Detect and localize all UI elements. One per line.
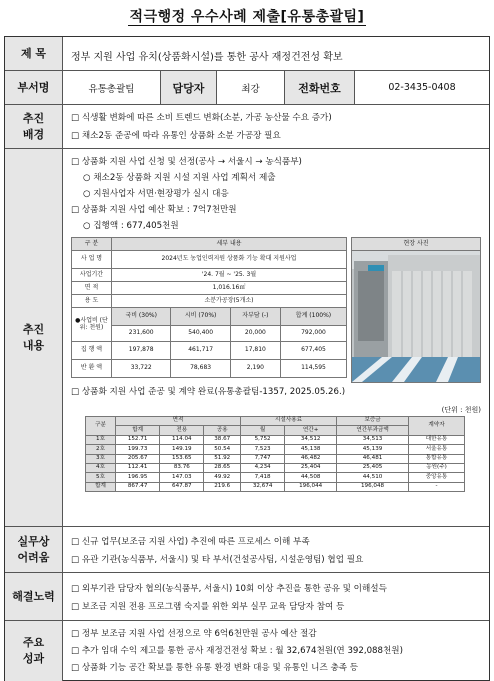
background-item: □ 식생활 변화에 따른 소비 트렌드 변화(소분, 가공 농산물 수요 증가)	[71, 113, 332, 123]
table-cell: 반 환 액	[72, 360, 112, 378]
dept-row	[5, 71, 489, 105]
background-item: □ 채소2동 준공에 따라 유통인 상품화 소분 가공장 필요	[71, 131, 281, 141]
completion-line: □ 상품화 지원 사업 준공 및 계약 완료(유통총괄팀-1357, 2025.05.26.)	[71, 387, 346, 397]
results-item: □ 추가 임대 수익 제고를 통한 공사 재정건전성 확보 : 월 32,674천원(연 392,088천원)	[71, 646, 403, 656]
background-label: 추진 배경	[22, 111, 45, 141]
table-row	[86, 473, 465, 482]
content-line: ○ 지원사업자 서면·현장평가 실시 대응	[83, 189, 229, 199]
table-cell: 3호	[86, 454, 116, 463]
site-photo	[351, 237, 481, 383]
table-cell: 서울유통	[409, 445, 465, 454]
table-cell: 49.92	[204, 473, 241, 482]
page-title: 적극행정 우수사례 제출[유통총괄팀]	[129, 9, 365, 25]
table-cell: 34,512	[285, 435, 337, 444]
table-cell: 합계	[86, 482, 116, 491]
table-header: 시설사용료	[241, 417, 337, 426]
table-cell: 통합유통	[409, 454, 465, 463]
dept-value: 유통총괄팀	[63, 71, 161, 104]
dept-label: 부서명	[5, 71, 63, 104]
table-cell: 4호	[86, 463, 116, 472]
results-label: 주요 성과	[22, 636, 45, 665]
table-cell: 17,810	[230, 342, 280, 360]
table-cell: 50.54	[204, 445, 241, 454]
table-cell: 197,878	[112, 342, 171, 360]
table-cell: 147.03	[160, 473, 204, 482]
table-cell: 2,190	[230, 360, 280, 378]
table-cell: 112.41	[116, 463, 160, 472]
difficulty-item: □ 신규 업무(보조금 지원 사업) 추진에 따른 프로세스 이해 부족	[71, 537, 310, 547]
table-row	[86, 482, 465, 491]
table-subheader: 전용	[160, 426, 204, 435]
content-label: 추진 내용	[22, 322, 45, 352]
table-cell: 25,405	[337, 463, 409, 472]
table-header: 세부 내용	[112, 238, 347, 251]
difficulty-row	[5, 527, 489, 573]
table-row	[86, 463, 465, 472]
table-cell: 32,674	[241, 482, 285, 491]
table-cell: 4,234	[241, 463, 285, 472]
project-table	[71, 237, 347, 378]
table-header: 보증금	[337, 417, 409, 426]
table-cell: 국비 (30%)	[112, 308, 171, 326]
table-cell: 677,405	[280, 342, 346, 360]
table-cell: 152.71	[116, 435, 160, 444]
table-cell: 196,048	[337, 482, 409, 491]
table-cell: 자부담 (-)	[230, 308, 280, 326]
background-row	[5, 105, 489, 149]
building-photo-image	[352, 251, 480, 382]
subject-label: 제 목	[5, 37, 63, 70]
results-item: □ 상품화 기능 공간 확보를 통한 유통 환경 변화 대응 및 유통인 니즈 충족 등	[71, 663, 359, 673]
table-cell: 540,400	[171, 326, 230, 342]
table-cell: 2024년도 농업인력지원 상품화 기능 확대 지원사업	[112, 251, 347, 269]
table-cell: 45,139	[337, 445, 409, 454]
table-cell: 78,683	[171, 360, 230, 378]
table-cell: 114,595	[280, 360, 346, 378]
table-cell: 사업기간	[72, 269, 112, 282]
content-line: □ 상품화 지원 사업 예산 확보 : 7억7천만원	[71, 205, 237, 215]
phone-value: 02-3435-0408	[388, 82, 456, 93]
table-cell: 5,752	[241, 435, 285, 444]
table-cell: 38.67	[204, 435, 241, 444]
table-cell: -	[409, 482, 465, 491]
table-cell: 34,513	[337, 435, 409, 444]
table-cell: 44,510	[337, 473, 409, 482]
table-cell: 196.95	[116, 473, 160, 482]
table-cell: 집 행 액	[72, 342, 112, 360]
phone-label: 전화번호	[285, 71, 355, 104]
table-cell: 153.65	[160, 454, 204, 463]
subject-text: 정부 지원 사업 유치(상품화시설)를 통한 공사 재정건전성 확보	[71, 52, 343, 63]
photo-header: 현장 사진	[352, 238, 480, 251]
table-row	[86, 435, 465, 444]
manager-label: 담당자	[161, 71, 217, 104]
table-cell: 44,508	[285, 473, 337, 482]
table-row	[86, 445, 465, 454]
table-cell: 소분가공장(5개소)	[112, 295, 347, 308]
table-cell: 중앙유통	[409, 473, 465, 482]
subject-row	[5, 37, 489, 71]
table-subheader: 합계	[116, 426, 160, 435]
contract-table	[85, 416, 465, 492]
table-subheader: 공용	[204, 426, 241, 435]
table-cell: 461,717	[171, 342, 230, 360]
table-cell: 1호	[86, 435, 116, 444]
table-header: 구 분	[72, 238, 112, 251]
table-cell: ●사업비 (단위: 천원)	[72, 308, 112, 342]
table-cell: 5호	[86, 473, 116, 482]
table-cell: 149.19	[160, 445, 204, 454]
difficulty-item: □ 유관 기관(농식품부, 서울시) 및 타 부서(건설공사팀, 시설운영팀) 협업 필요	[71, 555, 364, 565]
table-cell: 867.47	[116, 482, 160, 491]
report-form	[4, 36, 490, 681]
difficulty-label: 실무상 어려움	[17, 534, 50, 564]
table-cell: 792,000	[280, 326, 346, 342]
table-cell: 205.67	[116, 454, 160, 463]
unit-note: (단위 : 천원)	[441, 406, 481, 414]
table-header: 계약자	[409, 417, 465, 436]
table-cell: 219.6	[204, 482, 241, 491]
table-cell: 합계 (100%)	[280, 308, 346, 326]
table-cell: 25,404	[285, 463, 337, 472]
table-cell: 사 업 명	[72, 251, 112, 269]
efforts-item: □ 보조금 지원 전용 프로그램 숙지를 위한 외부 실무 교육 담당자 참여 등	[71, 602, 345, 612]
table-cell: 28.65	[204, 463, 241, 472]
table-cell: 33,722	[112, 360, 171, 378]
content-row	[5, 149, 489, 527]
efforts-label: 해결노력	[5, 573, 63, 620]
table-cell: 7,523	[241, 445, 285, 454]
table-cell: 196,044	[285, 482, 337, 491]
table-cell: 20,000	[230, 326, 280, 342]
table-cell: 면 적	[72, 282, 112, 295]
table-cell: 7,418	[241, 473, 285, 482]
table-cell: 51.92	[204, 454, 241, 463]
table-header: 구분	[86, 417, 116, 436]
table-cell: 1,016.16㎡	[112, 282, 347, 295]
table-subheader: 월	[241, 426, 285, 435]
content-line: ○ 집행액 : 677,405천원	[83, 221, 179, 231]
content-line: ○ 채소2동 상품화 지원 시설 지원 사업 계획서 제출	[83, 173, 276, 183]
table-cell: 231,600	[112, 326, 171, 342]
efforts-item: □ 외부기관 담당자 협의(농식품부, 서울시) 10회 이상 추진을 통한 공유 및 이해설득	[71, 584, 387, 594]
efforts-row	[5, 573, 489, 621]
results-row	[5, 621, 489, 681]
results-item: □ 정부 보조금 지원 사업 선정으로 약 6억6천만원 공사 예산 절감	[71, 629, 317, 639]
table-cell: 대한유통	[409, 435, 465, 444]
table-cell: 83.76	[160, 463, 204, 472]
table-subheader: 연간부과금액	[337, 426, 409, 435]
table-header: 면적	[116, 417, 241, 426]
table-cell: 647.87	[160, 482, 204, 491]
table-cell: 46,481	[337, 454, 409, 463]
table-cell: 7,747	[241, 454, 285, 463]
table-cell: 45,138	[285, 445, 337, 454]
table-cell: 199.73	[116, 445, 160, 454]
manager-value: 최강	[217, 71, 285, 104]
table-cell: 시비 (70%)	[171, 308, 230, 326]
content-line: □ 상품화 지원 사업 신청 및 선정(공사 → 서울시 → 농식품부)	[71, 157, 302, 167]
table-cell: 46,482	[285, 454, 337, 463]
table-cell: 용 도	[72, 295, 112, 308]
table-cell: 농원(주)	[409, 463, 465, 472]
table-subheader: 연간+	[285, 426, 337, 435]
table-cell: 2호	[86, 445, 116, 454]
table-row	[86, 454, 465, 463]
table-cell: '24. 7월 ~ '25. 3월	[112, 269, 347, 282]
table-cell: 114.04	[160, 435, 204, 444]
